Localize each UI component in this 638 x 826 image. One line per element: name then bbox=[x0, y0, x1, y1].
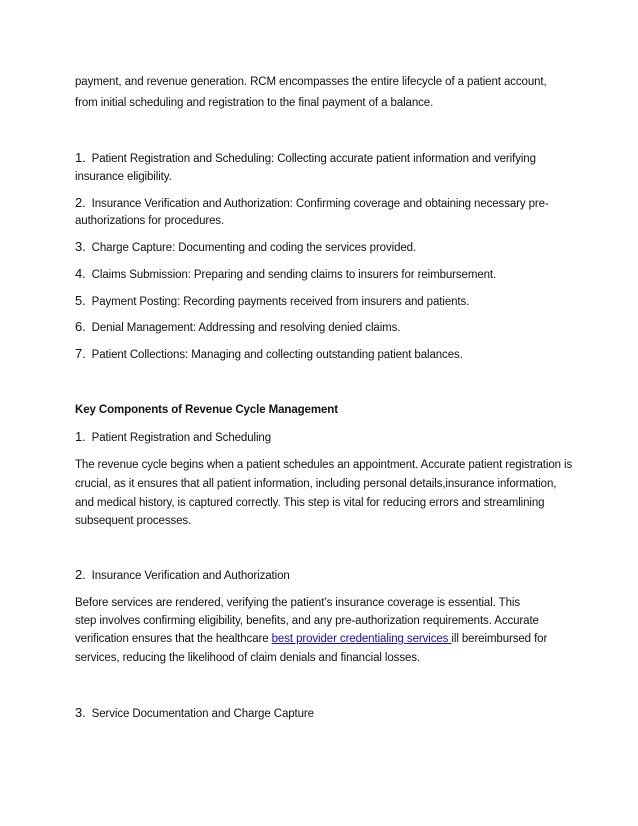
component-title-text: Service Documentation and Charge Capture bbox=[91, 708, 314, 720]
component-title-text: Patient Registration and Scheduling bbox=[91, 432, 271, 444]
component-title-text: Insurance Verification and Authorization bbox=[91, 570, 290, 582]
step-item bbox=[75, 151, 536, 166]
step-item bbox=[75, 240, 416, 255]
step-text: Claims Submission: Preparing and sending claims to insurers for reimbursement. bbox=[91, 269, 497, 281]
step-text: Insurance Verification and Authorization: Confirming coverage and obtaining necessary pre- bbox=[91, 198, 549, 210]
step-text: Charge Capture: Documenting and coding the services provided. bbox=[91, 242, 417, 254]
paragraph-line: Before services are rendered, verifying the patient’s insurance coverage is essential. This bbox=[75, 597, 520, 609]
step-text: Payment Posting: Recording payments received from insurers and patients. bbox=[91, 296, 470, 308]
step-item bbox=[75, 196, 549, 211]
step-item bbox=[75, 347, 463, 362]
step-number: 4. bbox=[75, 266, 86, 281]
step-text: Patient Collections: Managing and collecting outstanding patient balances. bbox=[91, 349, 463, 361]
credentialing-services-link[interactable]: best provider credentialing services bbox=[271, 633, 452, 645]
step-text: Patient Registration and Scheduling: Collecting accurate patient information and verifying bbox=[91, 153, 536, 165]
step-number: 1. bbox=[75, 150, 86, 165]
step-text: Denial Management: Addressing and resolving denied claims. bbox=[91, 322, 401, 334]
paragraph-line bbox=[75, 632, 547, 646]
component-number: 3. bbox=[75, 705, 86, 720]
paragraph-line: The revenue cycle begins when a patient schedules an appointment. Accurate patient registration is bbox=[75, 459, 573, 471]
intro-line: from initial scheduling and registration to the final payment of a balance. bbox=[75, 97, 434, 109]
paragraph-line: subsequent processes. bbox=[75, 515, 192, 527]
intro-line: payment, and revenue generation. RCM encompasses the entire lifecycle of a patient account, bbox=[75, 76, 547, 88]
paragraph-text: ill bereimbursed for bbox=[451, 633, 548, 645]
step-number: 7. bbox=[75, 346, 86, 361]
paragraph-text: verification ensures that the healthcare bbox=[75, 633, 272, 645]
component-number: 2. bbox=[75, 567, 86, 582]
component-title bbox=[75, 430, 271, 445]
paragraph-line: and medical history, is captured correctly. This step is vital for reducing errors and streamlining bbox=[75, 497, 545, 509]
component-title bbox=[75, 568, 290, 583]
component-title bbox=[75, 706, 314, 721]
step-text-continued: insurance eligibility. bbox=[75, 171, 172, 183]
step-item bbox=[75, 267, 496, 282]
step-number: 3. bbox=[75, 239, 86, 254]
step-number: 2. bbox=[75, 195, 86, 210]
step-number: 6. bbox=[75, 319, 86, 334]
paragraph-line: crucial, as it ensures that all patient information, including personal details,insurance information, bbox=[75, 478, 557, 490]
step-item bbox=[75, 320, 400, 335]
step-text-continued: authorizations for procedures. bbox=[75, 215, 225, 227]
paragraph-line: step involves confirming eligibility, benefits, and any pre-authorization requirements. Accurate bbox=[75, 615, 539, 627]
step-number: 5. bbox=[75, 293, 86, 308]
section-heading: Key Components of Revenue Cycle Management bbox=[75, 404, 338, 416]
component-number: 1. bbox=[75, 429, 86, 444]
step-item bbox=[75, 294, 469, 309]
paragraph-line: services, reducing the likelihood of claim denials and financial losses. bbox=[75, 652, 421, 664]
